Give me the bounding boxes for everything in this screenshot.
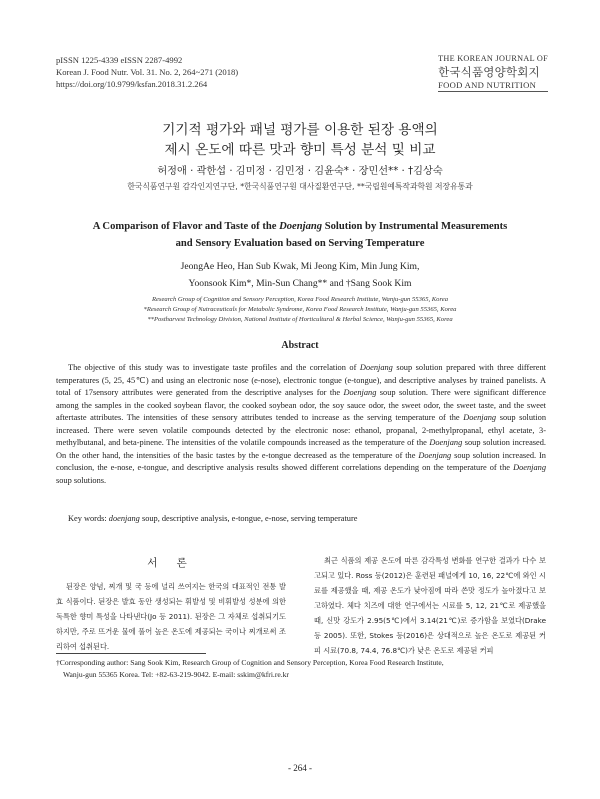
abstract-italic: Doenjang [359, 363, 393, 372]
english-title-part-1: A Comparison of Flavor and Taste of the [92, 221, 280, 232]
korean-title-line-1: 기기적 평가와 패널 평가를 이용한 된장 용액의 [162, 122, 438, 138]
korean-authors: 허정애 · 곽한섭 · 김미정 · 김민정 · 김윤숙* · 장민선** · †김상숙 [157, 166, 443, 177]
footnote-divider [56, 653, 206, 654]
abstract-italic: Doenjang [343, 388, 377, 397]
keywords-italic: doenjang [108, 514, 140, 523]
intro-paragraph-right: 최근 식품의 제공 온도에 따른 감각특성 변화를 연구한 결과가 다수 보고되고 있다. Ross 등(2012)은 훈련된 패널에게 10, 16, 22℃에 와인 시료를 제공했을 때, 제공 온도가 낮아짐에 따라 쓴맛 정도가 높아졌다고 보고하였다. 체다 치즈에 대한 연구에서는 시료를 5, 12, 21℃로 제공했을 때, 신맛 강도가 2.95(5℃)에서 3.14(21℃)로 증가함을 보였다(Drake 등 2005). 또한, Stokes 등(2016)은 상대적으로 높은 온도로 제공된 커피 시료(70.8, 74.4, 76.8℃)가 낮은 온도로 제공된 커피 [314, 556, 546, 655]
intro-right-column [314, 553, 546, 658]
abstract-italic: Doenjang [463, 413, 497, 422]
footnote-line-1: †Corresponding author: Sang Sook Kim, Research Group of Cognition and Sensory Perception, Korea Food Research Institute, [56, 658, 444, 667]
abstract-text: soup solution increased. There were seven volatile compounds detected by the electronic nose: ethanol, propanal, 2-methylpropanal, ethyl acetate, 3-methylbutanal, and beta-pinene. The intensities of the volatile compounds increased as the temperature of the [56, 413, 546, 447]
abstract-text: soup solutions. [56, 475, 107, 485]
keywords-rest: soup, descriptive analysis, e-tongue, e-nose, serving temperature [139, 514, 358, 523]
abstract-italic: Doenjang [513, 463, 546, 472]
english-affiliations [0, 295, 600, 325]
abstract-body [56, 362, 546, 487]
english-affiliation-2: *Research Group of Nutraceuticals for Metabolic Syndrome, Korea Food Research Institute, Wanju-gun 55365, Korea [143, 306, 457, 313]
english-authors-line-1: JeongAe Heo, Han Sub Kwak, Mi Jeong Kim, Min Jung Kim, [180, 261, 420, 272]
abstract-italic: Doenjang [418, 450, 452, 460]
intro-left-column [56, 555, 286, 654]
abstract-heading: Abstract [281, 340, 319, 351]
journal-name-ko: 한국식품영양학회지 [438, 65, 540, 79]
keywords-label: Key words: [68, 514, 109, 523]
korean-title-line-2: 제시 온도에 따른 맛과 향미 특성 분석 및 비교 [164, 142, 436, 158]
abstract-text: The objective of this study was to investigate taste profiles and the correlation of [68, 363, 360, 372]
abstract-italic: Doenjang [429, 438, 463, 447]
english-title-line-1 [30, 218, 570, 235]
footnote-line-2: Wanju-gun 55365 Korea. Tel: +82-63-219-9042. E-mail: sskim@kfri.re.kr [63, 670, 289, 679]
doi-link[interactable]: https://doi.org/10.9799/ksfan.2018.31.2.264 [56, 79, 208, 89]
citation-block [56, 54, 238, 90]
abstract-text: soup solution increased. On the other hand, the intensities of the basic tastes by the e-tongue decreased as the temperature of the [56, 438, 546, 460]
keywords-line [56, 513, 546, 525]
english-title-italic: Doenjang [279, 221, 323, 232]
korean-affiliations: 한국식품연구원 감각인지연구단, *한국식품연구원 대사질환연구단, **국립원예특작과학원 저장유통과 [127, 182, 473, 191]
journal-logo [438, 54, 548, 92]
abstract-text: soup solution prepared with three different temperatures (5, 25, 45℃) and using an electronic nose (e-nose), electronic tongue (e-tongue), and descriptive analyses by trained panelists. A total of 17sensory attributes were generated from the descriptive analyses for the [56, 363, 546, 397]
abstract-text: soup solution increased. In conclusion, the e-nose, e-tongue, and descriptive analysis results showed different correlations depending on the temperature of the [56, 450, 546, 472]
english-affiliation-3: **Postharvest Technology Division, National Institute of Horticultural & Herbal Science, Wanju-gun 55365, Korea [147, 316, 453, 323]
issn-line: pISSN 1225-4339 eISSN 2287-4992 [56, 55, 183, 65]
english-title-part-2: Solution by Instrumental Measurements [322, 221, 508, 232]
english-authors-line-2: Yoonsook Kim*, Min-Sun Chang** and †Sang Sook Kim [188, 278, 412, 289]
english-title [30, 218, 570, 252]
journal-name-en-bottom: FOOD AND NUTRITION [438, 80, 548, 92]
journal-name-en-top: THE KOREAN JOURNAL OF [438, 54, 548, 63]
english-title-line-2: and Sensory Evaluation based on Serving Temperature [175, 238, 425, 249]
intro-paragraph-left: 된장은 양념, 찌개 및 국 등에 널리 쓰여지는 한국의 대표적인 전통 발효 식품이다. 된장은 발효 동안 생성되는 휘발성 및 비휘발성 성분에 의한 독특한 향미 특성을 나타낸다(Jo 등 2011). 된장은 그 자체로 섭취되기도 하지만, 주로 뜨거운 물에 풀어 높은 온도에 제공되는 국이나 찌개로써 조리하여 섭취된다. [56, 582, 286, 651]
korean-title [0, 120, 600, 160]
page-number: - 264 - [288, 763, 312, 773]
intro-heading: 서 론 [147, 557, 195, 569]
citation-line: Korean J. Food Nutr. Vol. 31. No. 2, 264~271 (2018) [56, 67, 239, 77]
english-authors [0, 258, 600, 292]
english-affiliation-1: Research Group of Cognition and Sensory Perception, Korea Food Research Institute, Wanju-gun 55365, Korea [151, 296, 449, 303]
abstract-text: soup solution. There were significant difference among the samples in the cooked soybean flavor, the cooked soybean odor, the soy sauce odor, the sweet odor, the sweet taste, and the sweet aftertaste attributes. The intensities of these sensory attributes tended to increase as the serving temperature of the [56, 388, 546, 422]
corresponding-author-footnote [56, 657, 546, 681]
